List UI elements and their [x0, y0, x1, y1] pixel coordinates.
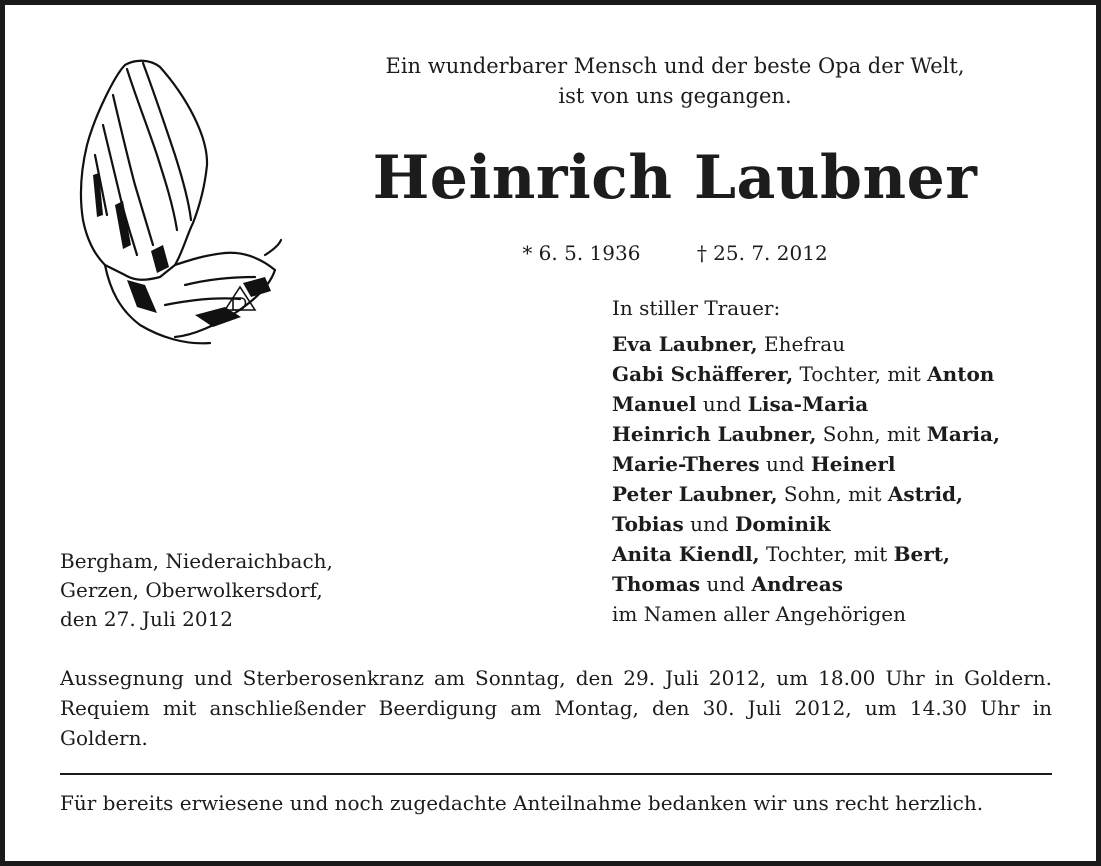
mourner-line [612, 479, 1052, 509]
mourner-line [612, 359, 1052, 389]
place-line-1: Bergham, Niederaichbach, [60, 549, 333, 573]
place-line-2: Gerzen, Oberwolkersdorf, [60, 578, 323, 602]
notice-date: den 27. Juli 2012 [60, 607, 233, 631]
mourner-name: Peter Laubner, [612, 482, 778, 506]
death-date: † 25. 7. 2012 [696, 241, 828, 265]
mourner-relation: im Namen aller Angehörigen [612, 602, 907, 626]
deceased-name: Heinrich Laubner [372, 143, 978, 213]
mourner-name: Anita Kiendl, [612, 542, 760, 566]
mourner-line [612, 569, 1052, 599]
life-dates [305, 238, 1045, 268]
praying-hands-icon [65, 55, 285, 355]
divider [60, 773, 1052, 775]
mourners-heading: In stiller Trauer: [612, 296, 781, 320]
mourner-name: Thomas [612, 572, 701, 596]
mourner-name: Heinerl [810, 452, 896, 476]
mourner-line [612, 329, 1052, 359]
mourner-relation: und [696, 392, 748, 416]
intro-text [305, 51, 1045, 111]
mourner-line [612, 509, 1052, 539]
mourner-name: Maria, [926, 422, 1000, 446]
mourner-line [612, 449, 1052, 479]
mourner-name: Tobias [612, 512, 684, 536]
mourner-name: Manuel [612, 392, 697, 416]
birth-date: * 6. 5. 1936 [522, 241, 641, 265]
mourners-list [612, 293, 1052, 629]
mourner-name: Bert, [893, 542, 950, 566]
mourner-name: Marie-Theres [612, 452, 760, 476]
mourner-name: Eva Laubner, [612, 332, 758, 356]
mourner-lines [612, 329, 1052, 629]
mourner-name: Heinrich Laubner, [612, 422, 817, 446]
place-and-date [60, 547, 460, 634]
thanks-text: Für bereits erwiesene und noch zugedachte Anteilnahme bedanken wir uns recht herzlich. [60, 791, 984, 815]
mourner-relation: Tochter, mit [793, 362, 928, 386]
mourner-relation: Ehefrau [757, 332, 846, 356]
mourner-line [612, 539, 1052, 569]
mourner-name: Dominik [735, 512, 831, 536]
mourner-name: Andreas [751, 572, 843, 596]
mourner-relation: Sohn, mit [777, 482, 888, 506]
mourner-relation: und [683, 512, 736, 536]
mourner-line [612, 599, 1052, 629]
mourner-relation: Tochter, mit [759, 542, 894, 566]
mourner-line [612, 389, 1052, 419]
intro-line-2: ist von uns gegangen. [558, 84, 792, 108]
intro-line-1: Ein wunderbarer Mensch und der beste Opa der Welt, [385, 54, 965, 78]
mourner-name: Gabi Schäfferer, [612, 362, 794, 386]
mourner-relation: und [759, 452, 811, 476]
service-details: Aussegnung und Sterberosenkranz am Sonntag, den 29. Juli 2012, um 18.00 Uhr in Goldern. Requiem mit anschließender Beerdigung am Montag, den 30. Juli 2012, um 14.30 Uhr in Goldern. [60, 666, 1052, 750]
mourner-name: Astrid, [887, 482, 963, 506]
mourner-name: Anton [927, 362, 995, 386]
mourner-relation: und [700, 572, 752, 596]
mourner-name: Lisa-Maria [747, 392, 869, 416]
mourner-relation: Sohn, mit [816, 422, 927, 446]
mourner-line [612, 419, 1052, 449]
